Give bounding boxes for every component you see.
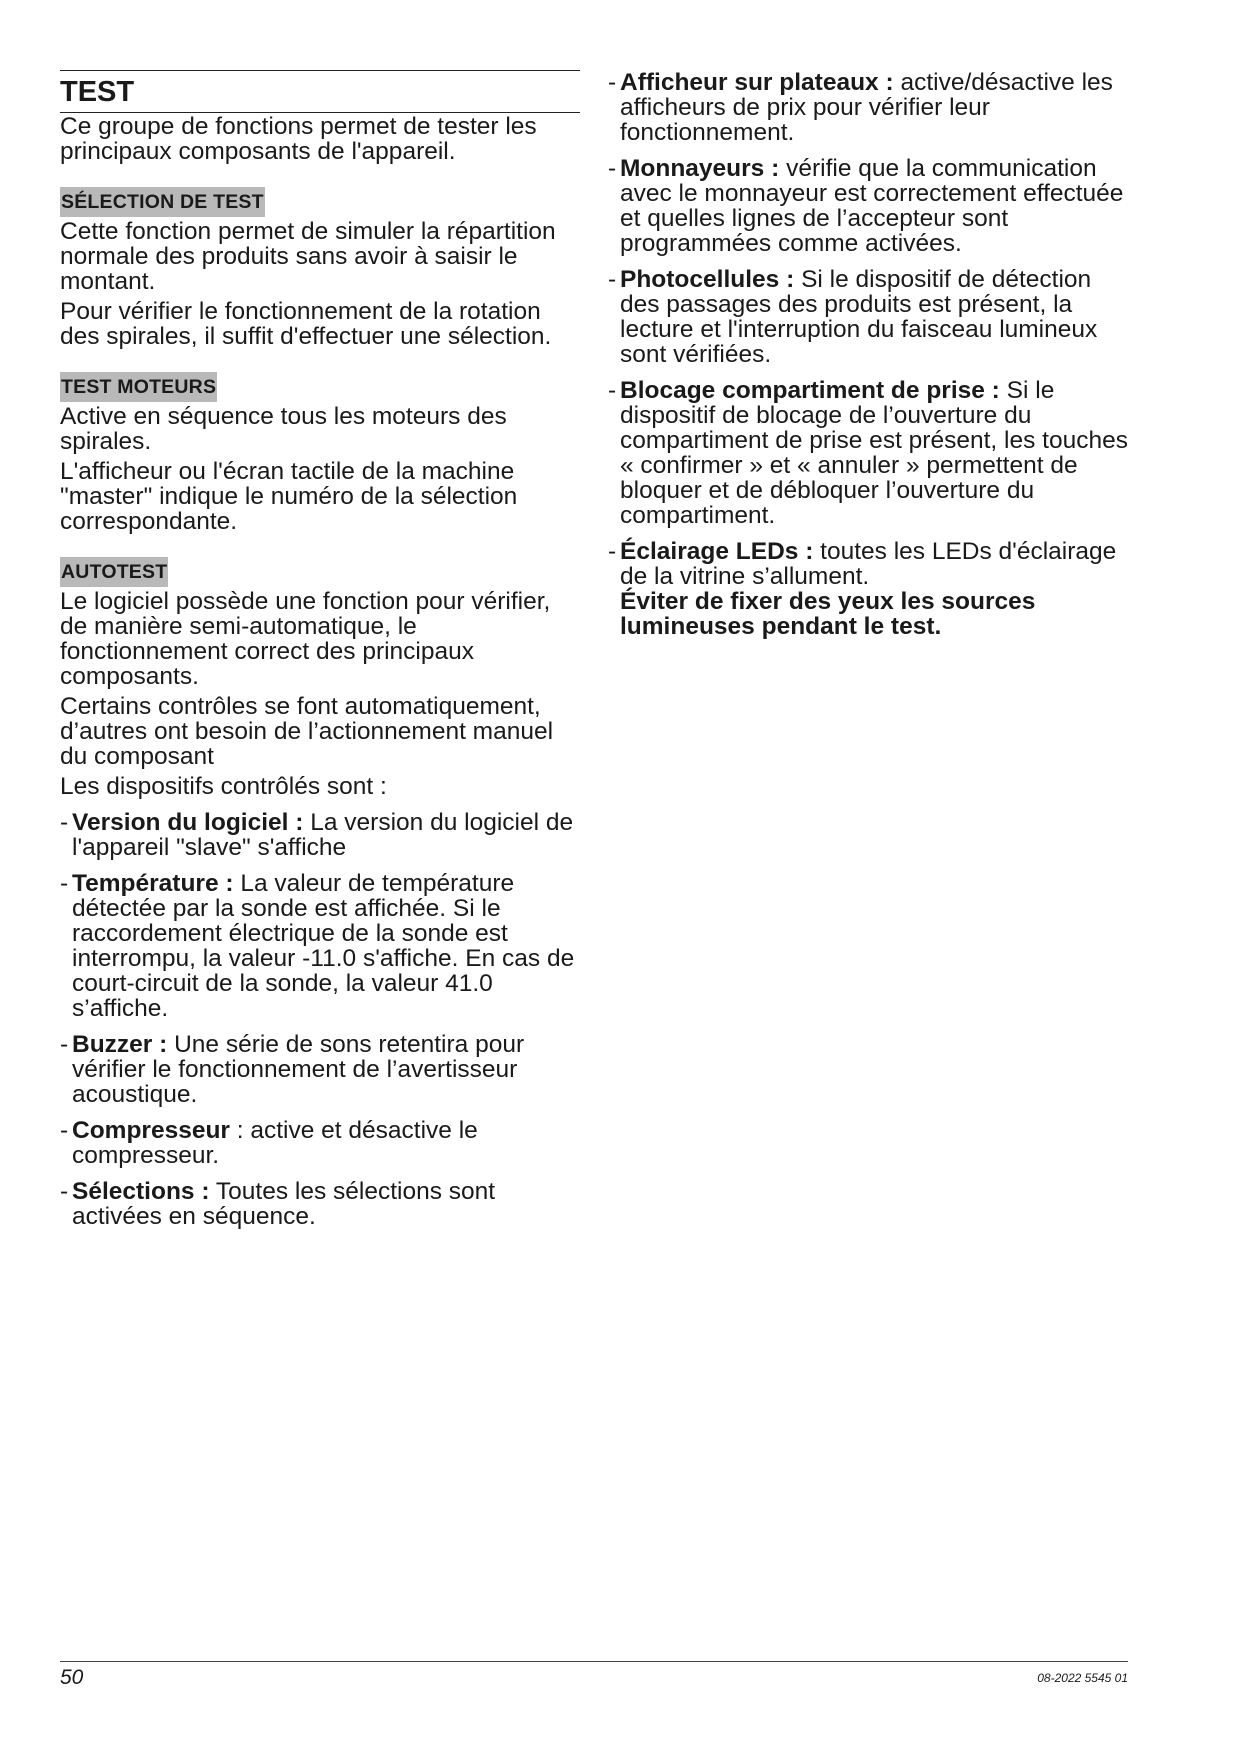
- list-item-blocage-compartiment: - Blocage compartiment de prise : Si le dispositif de blocage de l’ouverture du compartiment de prise est présent, les touches « confirmer » et « annuler » permettent de bloquer et de débloquer l’ouverture du compartiment.: [608, 377, 1128, 529]
- page-title: TEST: [60, 71, 580, 113]
- item-term: Monnayeurs :: [620, 155, 780, 182]
- item-term: Blocage compartiment de prise :: [620, 377, 1000, 404]
- subsection-heading-wrap: [60, 187, 580, 217]
- item-term: Sélections :: [72, 1178, 210, 1205]
- item-term: Température :: [72, 870, 234, 897]
- item-term: Compresseur: [72, 1117, 230, 1144]
- item-term: Éclairage LEDs :: [620, 538, 814, 565]
- list-item-afficheur-plateaux: - Afficheur sur plateaux : active/désactive les afficheurs de prix pour vérifier leur fonctionnement.: [608, 69, 1113, 146]
- list-item-temperature: - Température : La valeur de température détectée par la sonde est affichée. Si le raccordement électrique de la sonde est interrompu, la valeur -11.0 s'affiche. En cas de court-circuit de la sonde, la valeur 41.0 s’affiche.: [60, 870, 575, 1022]
- list-item-buzzer: - Buzzer : Une série de sons retentira pour vérifier le fonctionnement de l’avertisseur acoustique.: [60, 1031, 525, 1108]
- list-item-version-logiciel: - Version du logiciel : La version du logiciel de l'appareil "slave" s'affiche: [60, 809, 574, 861]
- subsection-heading-test-moteurs: TEST MOTEURS: [60, 372, 217, 402]
- item-text: Une série de sons retentira pour vérifier le fonctionnement de l’avertisseur acoustique.: [72, 1031, 525, 1108]
- subsection-heading-wrap: [60, 557, 580, 587]
- paragraph: Cette fonction permet de simuler la répartition normale des produits sans avoir à saisir le montant.: [60, 218, 556, 295]
- item-term: Version du logiciel :: [72, 809, 304, 836]
- item-term: Afficheur sur plateaux :: [620, 69, 894, 96]
- item-term: Photocellules :: [620, 266, 795, 293]
- item-term: Buzzer :: [72, 1031, 168, 1058]
- warning-text: Éviter de fixer des yeux les sources lumineuses pendant le test.: [620, 588, 1036, 640]
- item-text: Toutes les sélections sont activées en séquence.: [72, 1178, 496, 1230]
- footer-rule: [60, 1661, 1128, 1662]
- list-item-selections: - Sélections : Toutes les sélections sont activées en séquence.: [60, 1178, 496, 1230]
- paragraph: Certains contrôles se font automatiquement, d’autres ont besoin de l’actionnement manuel du composant: [60, 693, 554, 770]
- item-text: : active et désactive le compresseur.: [72, 1117, 478, 1169]
- list-item-eclairage-leds: - Éclairage LEDs : toutes les LEDs d'éclairage de la vitrine s’allument. Éviter de fixer des yeux les sources lumineuses pendant le test.: [608, 538, 1117, 640]
- paragraph: Pour vérifier le fonctionnement de la rotation des spirales, il suffit d'effectuer une sélection.: [60, 298, 552, 350]
- list-item-photocellules: - Photocellules : Si le dispositif de détection des passages des produits est présent, la lecture et l'interruption du faisceau lumineux sont vérifiées.: [608, 266, 1098, 368]
- right-column: [608, 70, 1128, 639]
- intro-paragraph: Ce groupe de fonctions permet de tester les principaux composants de l'appareil.: [60, 113, 537, 165]
- document-code: 08-2022 5545 01: [1037, 1671, 1128, 1685]
- item-text: toutes les LEDs d'éclairage de la vitrine s’allument.: [620, 538, 1117, 590]
- paragraph: Les dispositifs contrôlés sont :: [60, 773, 387, 800]
- item-text: La version du logiciel de l'appareil "slave" s'affiche: [72, 809, 574, 861]
- item-text: active/désactive les afficheurs de prix pour vérifier leur fonctionnement.: [620, 69, 1113, 146]
- paragraph: Active en séquence tous les moteurs des spirales.: [60, 403, 507, 455]
- list-item-monnayeurs: - Monnayeurs : vérifie que la communication avec le monnayeur est correctement effectuée et quelles lignes de l’accepteur sont programmées comme activées.: [608, 155, 1124, 257]
- item-text: Si le dispositif de blocage de l’ouverture du compartiment de prise est présent, les touches « confirmer » et « annuler » permettent de bloquer et de débloquer l’ouverture du compartiment.: [620, 377, 1128, 529]
- list-item-compresseur: - Compresseur : active et désactive le compresseur.: [60, 1117, 478, 1169]
- paragraph: Le logiciel possède une fonction pour vérifier, de manière semi-automatique, le fonctionnement correct des principaux composants.: [60, 588, 551, 690]
- subsection-heading-autotest: AUTOTEST: [60, 557, 168, 587]
- page-number: 50: [60, 1666, 84, 1689]
- subsection-heading-wrap: [60, 372, 580, 402]
- item-text: Si le dispositif de détection des passages des produits est présent, la lecture et l'interruption du faisceau lumineux sont vérifiées.: [620, 266, 1098, 368]
- paragraph: L'afficheur ou l'écran tactile de la machine "master" indique le numéro de la sélection correspondante.: [60, 458, 518, 535]
- left-column: [60, 70, 580, 1229]
- item-text: La valeur de température détectée par la sonde est affichée. Si le raccordement électrique de la sonde est interrompu, la valeur -11.0 s'affiche. En cas de court-circuit de la sonde, la valeur 41.0 s’affiche.: [72, 870, 575, 1022]
- subsection-heading-selection-test: SÉLECTION DE TEST: [60, 187, 265, 217]
- item-text: vérifie que la communication avec le monnayeur est correctement effectuée et quelles lignes de l’accepteur sont programmées comme activées.: [620, 155, 1124, 257]
